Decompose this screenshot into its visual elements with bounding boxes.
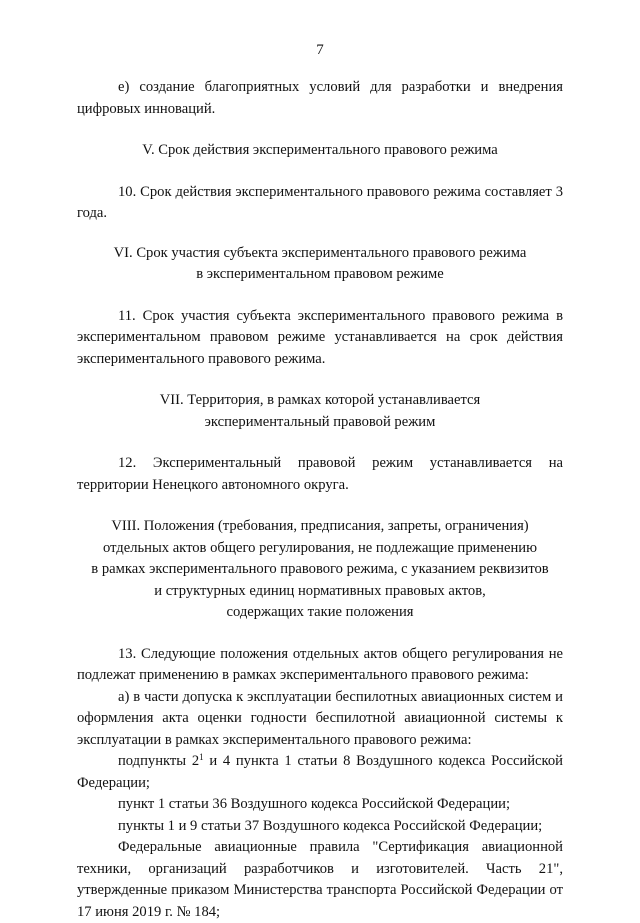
paragraph-item-13: 13. Следующие положения отдельных актов общего регулирования не подлежат применению в рамках экспериментального правового режима: <box>77 645 563 683</box>
paragraph-item-12: 12. Экспериментальный правовой режим устанавливается на территории Ненецкого автономного округа. <box>77 455 563 493</box>
section-heading-5: V. Срок действия экспериментального правового режима <box>142 142 498 158</box>
section-heading-6 <box>77 243 563 286</box>
paragraph-item-10: 10. Срок действия экспериментального правового режима составляет 3 года. <box>77 183 563 221</box>
section-heading-8 <box>77 516 563 624</box>
paragraph-sub-1-before: подпункты 2 <box>118 753 200 769</box>
paragraph-sub-1-after: и 4 пункта 1 статьи 8 Воздушного кодекса Российской Федерации; <box>77 753 563 791</box>
section-heading-8-line4: и структурных единиц нормативных правовых актов, <box>154 582 486 599</box>
paragraph-sub-1 <box>77 751 563 794</box>
superscript: 1 <box>199 752 204 762</box>
section-heading-8-line2: отдельных актов общего регулирования, не подлежащие применению <box>103 539 537 556</box>
section-heading-6-line1: VI. Срок участия субъекта экспериментального правового режима <box>113 244 527 261</box>
section-heading-8-line1: VIII. Положения (требования, предписания, запреты, ограничения) <box>111 518 529 534</box>
section-heading-8-line5: содержащих такие положения <box>226 604 414 620</box>
paragraph-item-13a: а) в части допуска к эксплуатации беспилотных авиационных систем и оформления акта оценки годности беспилотной авиационной системы к эксплуатации в рамках экспериментального правового режима: <box>77 688 563 748</box>
paragraph-item-11: 11. Срок участия субъекта экспериментального правового режима в экспериментальном правовом режиме устанавливается на срок действия экспериментального правового режима. <box>77 307 563 367</box>
section-heading-7-line2: экспериментальный правовой режим <box>204 413 436 430</box>
section-heading-7-line1: VII. Территория, в рамках которой устанавливается <box>159 392 481 408</box>
section-heading-7 <box>77 390 563 433</box>
document-body <box>77 77 563 923</box>
paragraph-sub-4: Федеральные авиационные правила "Сертификация авиационной техники, организаций разработчиков и изготовителей. Часть 21", утвержденные приказом Министерства транспорта Российской Федерации от 17 июня 2019 г. № 184; <box>77 839 563 920</box>
section-heading-8-line3: в рамках экспериментального правового режима, с указанием реквизитов <box>91 561 549 577</box>
paragraph-item-e: е) создание благоприятных условий для разработки и внедрения цифровых инноваций. <box>77 79 563 117</box>
page-number: 7 <box>316 42 324 58</box>
section-heading-6-line2: в экспериментальном правовом режиме <box>196 266 444 282</box>
paragraph-sub-3: пункты 1 и 9 статьи 37 Воздушного кодекса Российской Федерации; <box>118 817 543 834</box>
paragraph-sub-2: пункт 1 статьи 36 Воздушного кодекса Российской Федерации; <box>118 796 510 812</box>
